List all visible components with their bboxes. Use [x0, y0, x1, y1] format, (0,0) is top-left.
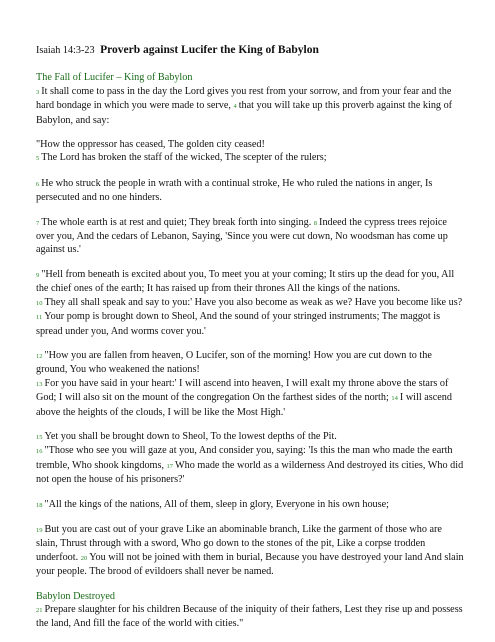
- verse-text: Yet you shall be brought down to Sheol, To the lowest depths of the Pit.: [44, 430, 337, 442]
- verse-text: Indeed the cypress trees rejoice over you, And the cedars of Lebanon, Saying, 'Since you were cut down, No woodsman has come up against us.': [36, 216, 448, 256]
- verse-number: 20: [80, 554, 88, 562]
- verse-number: 16: [36, 448, 43, 456]
- paragraph-v9: [36, 268, 464, 296]
- verse-number: 17: [166, 462, 174, 470]
- verse-text: I will ascend above the heights of the clouds, I will be like the Most High.': [36, 392, 452, 418]
- verse-number: 15: [36, 433, 43, 441]
- verse-text: For you have said in your heart:' I will ascend into heaven, I will exalt my throne above the stars of God; I will also sit on the mount of the congregation On the farthest sides of the north;: [36, 377, 449, 404]
- paragraph-q1-v5: [36, 138, 464, 166]
- verse-text: The Lord has broken the staff of the wicked, The scepter of the rulers;: [41, 152, 327, 164]
- paragraph-v18: [36, 498, 464, 512]
- verse-text: Prepare slaughter for his children Because of the iniquity of their fathers, Lest they rise up and possess the land, And fill the face of the world with cities.": [36, 604, 463, 630]
- verse-text: "How the oppressor has ceased, The golden city ceased!: [36, 139, 265, 151]
- paragraph-v6: [36, 177, 464, 205]
- verse-text: But you are cast out of your grave Like an abominable branch, Like the garment of those who are slain, Thrust through with a sword, Who go down to the stones of the pit, Like a corpse trodden underfoot.: [36, 523, 442, 563]
- verse-number: 11: [36, 314, 43, 322]
- verse-text: "Those who see you will gaze at you, And consider you, saying: 'Is this the man who made the earth tremble, Who shook kingdoms,: [36, 445, 453, 471]
- paragraph-v3-4: [36, 85, 464, 127]
- verse-text: You will not be joined with them in burial, Because you have destroyed your land And slain your people. The brood of evildoers shall never be named.: [36, 551, 464, 578]
- paragraph-v7-8: [36, 216, 464, 257]
- paragraph-v19-20: [36, 523, 464, 579]
- title-line: [36, 44, 464, 57]
- verse-number: 9: [36, 271, 40, 279]
- verse-number: 3: [36, 88, 40, 96]
- verse-text: He who struck the people in wrath with a continual stroke, He who ruled the nations in anger, Is persecuted and no one hinders.: [36, 177, 433, 204]
- paragraph-v16-17: [36, 444, 464, 486]
- verse-text: "Hell from beneath is excited about you, To meet you at your coming; It stirs up the dead for you, All the chief ones of the earth; It has raised up from their thrones All the kings of the nations.: [36, 268, 455, 295]
- verse-number: 12: [36, 352, 43, 360]
- verse-number: 5: [36, 155, 40, 163]
- section-heading-babylon-destroyed: Babylon Destroyed: [36, 590, 115, 602]
- verse-text: The whole earth is at rest and quiet; They break forth into singing.: [41, 216, 312, 228]
- verse-number: 10: [36, 299, 43, 307]
- paragraph-v13-14: [36, 377, 464, 419]
- verse-number: 8: [313, 219, 318, 227]
- verse-text: "How you are fallen from heaven, O Lucifer, son of the morning! How you are cut down to the ground, You who weakened the nations!: [36, 349, 432, 376]
- document-page: [36, 44, 464, 642]
- verse-text: They all shall speak and say to you:' Have you also become as weak as we? Have you become like us?: [44, 296, 463, 308]
- verse-text: "All the kings of the nations, All of them, sleep in glory, Everyone in his own house;: [44, 498, 389, 510]
- verse-number: 14: [391, 395, 398, 403]
- scripture-reference: Isaiah 14:3-23: [36, 45, 95, 56]
- verse-text: Who made the world as a wilderness And destroyed its cities, Who did not open the house of his prisoners?': [36, 459, 464, 486]
- verse-number: 13: [36, 380, 43, 388]
- verse-number: 4: [233, 103, 237, 111]
- paragraph-v21: [36, 603, 464, 631]
- paragraph-v15: [36, 430, 464, 444]
- paragraph-v10-11: [36, 296, 464, 338]
- verse-number: 19: [36, 526, 43, 534]
- verse-number: 7: [36, 219, 40, 227]
- verse-text: that you will take up this proverb against the king of Babylon, and say:: [36, 100, 453, 126]
- verse-text: It shall come to pass in the day the Lord gives you rest from your sorrow, and from your fear and the hard bondage in which you were made to serve,: [36, 85, 452, 112]
- verse-number: 18: [36, 501, 43, 509]
- section-heading-fall: The Fall of Lucifer – King of Babylon: [36, 72, 193, 84]
- verse-number: 6: [36, 180, 40, 188]
- document-heading: Proverb against Lucifer the King of Babylon: [100, 44, 319, 56]
- verse-text: Your pomp is brought down to Sheol, And the sound of your stringed instruments; The maggot is spread under you, And worms cover you.': [36, 311, 441, 337]
- verse-number: 21: [36, 607, 43, 614]
- paragraph-v12: [36, 349, 464, 377]
